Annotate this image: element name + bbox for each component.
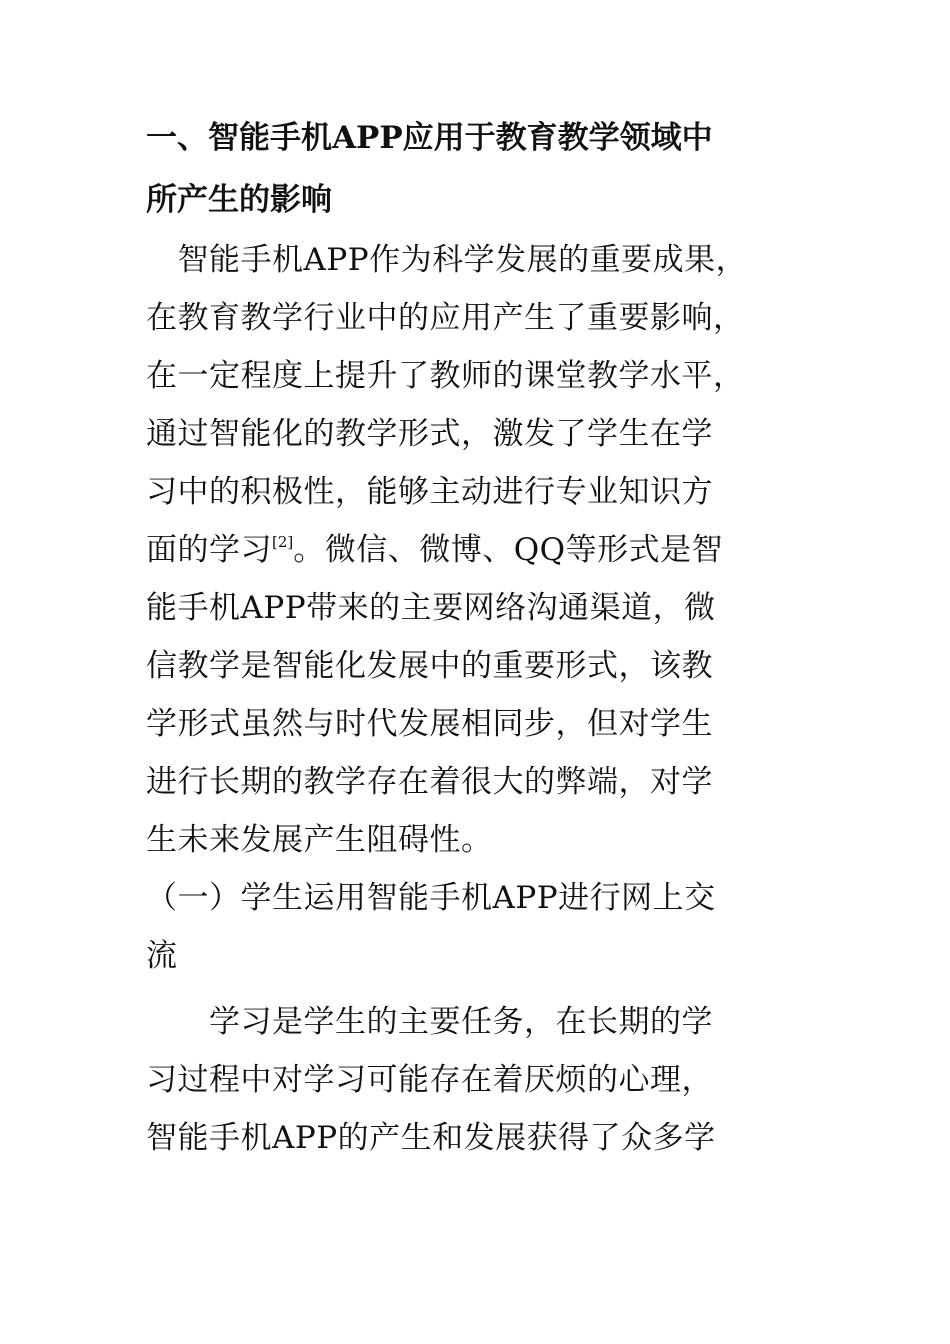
- paragraph-line: 通过智能化的教学形式，激发了学生在学: [146, 416, 713, 452]
- citation-mark: [2]: [272, 533, 294, 551]
- section-heading-line-2: 所产生的影响: [146, 182, 332, 218]
- paragraph-line: 能手机APP带来的主要网络沟通渠道，微: [146, 590, 716, 626]
- subsection-heading-line-2: 流: [146, 938, 178, 974]
- paragraph-line: 学形式虽然与时代发展相同步，但对学生: [146, 706, 713, 742]
- paragraph-line: 在教育教学行业中的应用产生了重要影响，: [146, 300, 745, 336]
- subsection-heading-line-1: （一）学生运用智能手机APP进行网上交: [146, 880, 716, 916]
- paragraph-line-with-citation: [146, 521, 806, 579]
- document-page: [146, 107, 806, 1167]
- paragraph-line: 智能手机APP作为科学发展的重要成果，: [146, 242, 748, 278]
- paragraph-2: [146, 993, 806, 1167]
- paragraph-line: 习过程中对学习可能存在着厌烦的心理，: [146, 1062, 713, 1098]
- paragraph-line: 进行长期的教学存在着很大的弊端，对学: [146, 764, 713, 800]
- section-heading-line-1: 一、智能手机APP应用于教育教学领域中: [146, 120, 713, 156]
- paragraph-line: 智能手机APP的产生和发展获得了众多学: [146, 1120, 716, 1156]
- paragraph-line: 学习是学生的主要任务，在长期的学: [146, 1004, 713, 1040]
- paragraph-line: 信教学是智能化发展中的重要形式，该教: [146, 648, 713, 684]
- citation-line-after: 。微信、微博、QQ等形式是智: [293, 532, 724, 568]
- paragraph-line: 习中的积极性，能够主动进行专业知识方: [146, 474, 713, 510]
- paragraph-line: 生未来发展产生阻碍性。: [146, 822, 493, 858]
- citation-line-before: 面的学习: [146, 532, 272, 568]
- paragraph-line: 在一定程度上提升了教师的课堂教学水平，: [146, 358, 745, 394]
- paragraph-1: [146, 231, 806, 869]
